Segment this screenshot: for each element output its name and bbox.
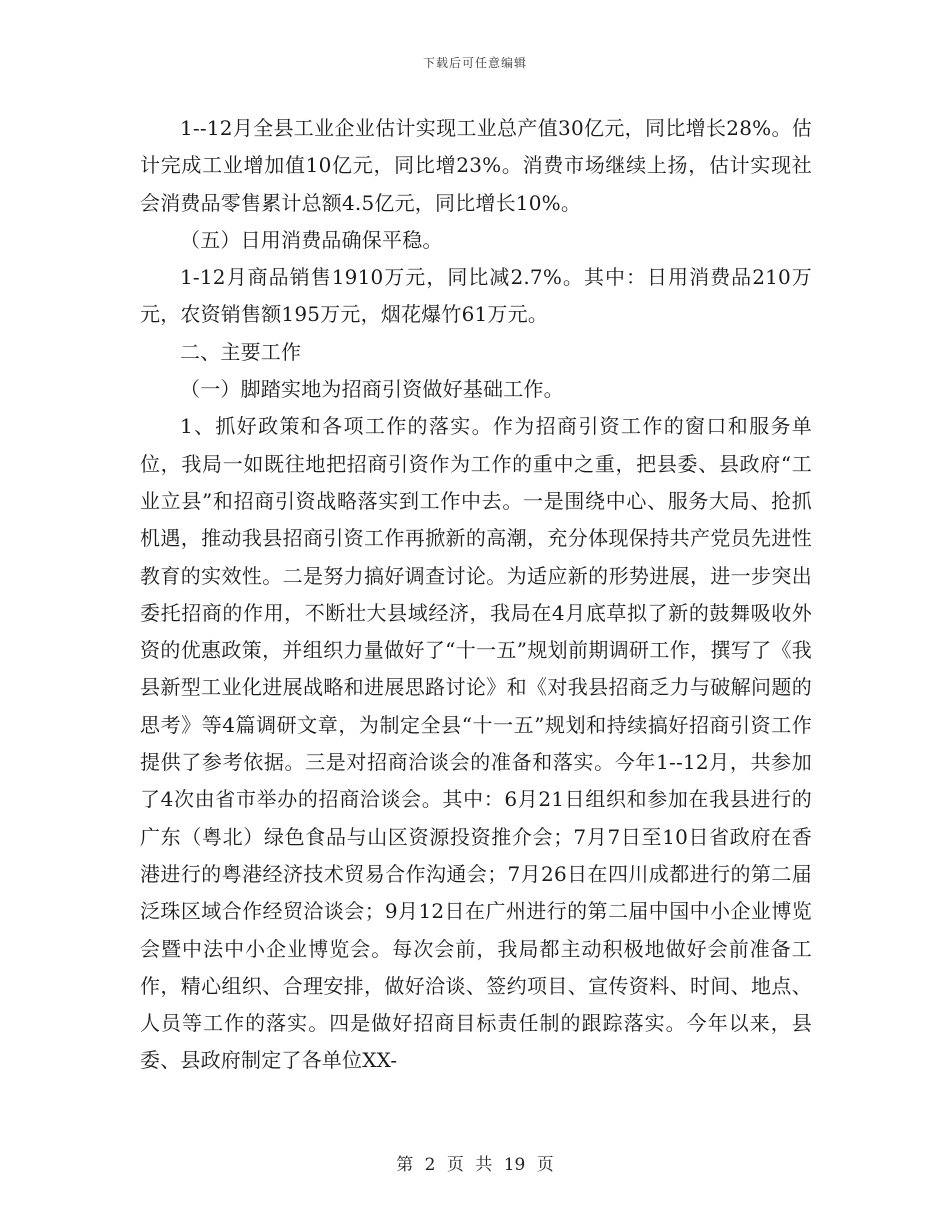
paragraph: 1--12月全县工业企业估计实现工业总产值30亿元，同比增长28%。估计完成工业增加值10亿元，同比增23%。消费市场继续上扬，估计实现社会消费品零售累计总额4.5亿元，同比增长10%。 [140, 116, 812, 215]
section-heading: 二、主要工作 [180, 339, 302, 364]
paragraph: 1-12月商品销售1910万元，同比减2.7%。其中：日用消费品210万元，农资销售额195万元，烟花爆竹61万元。 [140, 265, 812, 327]
page-header-note: 下载后可任意编辑 [422, 56, 527, 70]
page-number: 第 2 页 共 19 页 [396, 1155, 554, 1175]
section-heading: （一）脚踏实地为招商引资做好基础工作。 [180, 377, 564, 402]
section-heading: （五）日用消费品确保平稳。 [180, 227, 443, 252]
paragraph: 1、抓好政策和各项工作的落实。作为招商引资工作的窗口和服务单位，我局一如既往地把招商引资作为工作的重中之重，把县委、县政府“工业立县”和招商引资战略落实到工作中去。一是围绕中心、服务大局、抢抓机遇，推动我县招商引资工作再掀新的高潮，充分体现保持共产党员先进性教育的实效性。二是努力搞好调查讨论。为适应新的形势进展，进一步突出委托招商的作用，不断壮大县域经济，我局在4月底草拟了新的鼓舞吸收外资的优惠政策，并组织力量做好了“十一五”规划前期调研工作，撰写了《我县新型工业化进展战略和进展思路讨论》和《对我县招商乏力与破解问题的思考》等4篇调研文章，为制定全县“十一五”规划和持续搞好招商引资工作提供了参考依据。三是对招商洽谈会的准备和落实。今年1--12月，共参加了4次由省市举办的招商洽谈会。其中：6月21日组织和参加在我县进行的广东（粤北）绿色食品与山区资源投资推介会；7月7日至10日省政府在香港进行的粤港经济技术贸易合作沟通会；7月26日在四川成都进行的第二届泛珠区域合作经贸洽谈会；9月12日在广州进行的第二届中国中小企业博览会暨中法中小企业博览会。每次会前，我局都主动积极地做好会前准备工作，精心组织、合理安排，做好洽谈、签约项目、宣传资料、时间、地点、人员等工作的落实。四是做好招商目标责任制的跟踪落实。今年以来，县委、县政府制定了各单位XX- [140, 414, 812, 1073]
document-body [140, 110, 812, 1080]
